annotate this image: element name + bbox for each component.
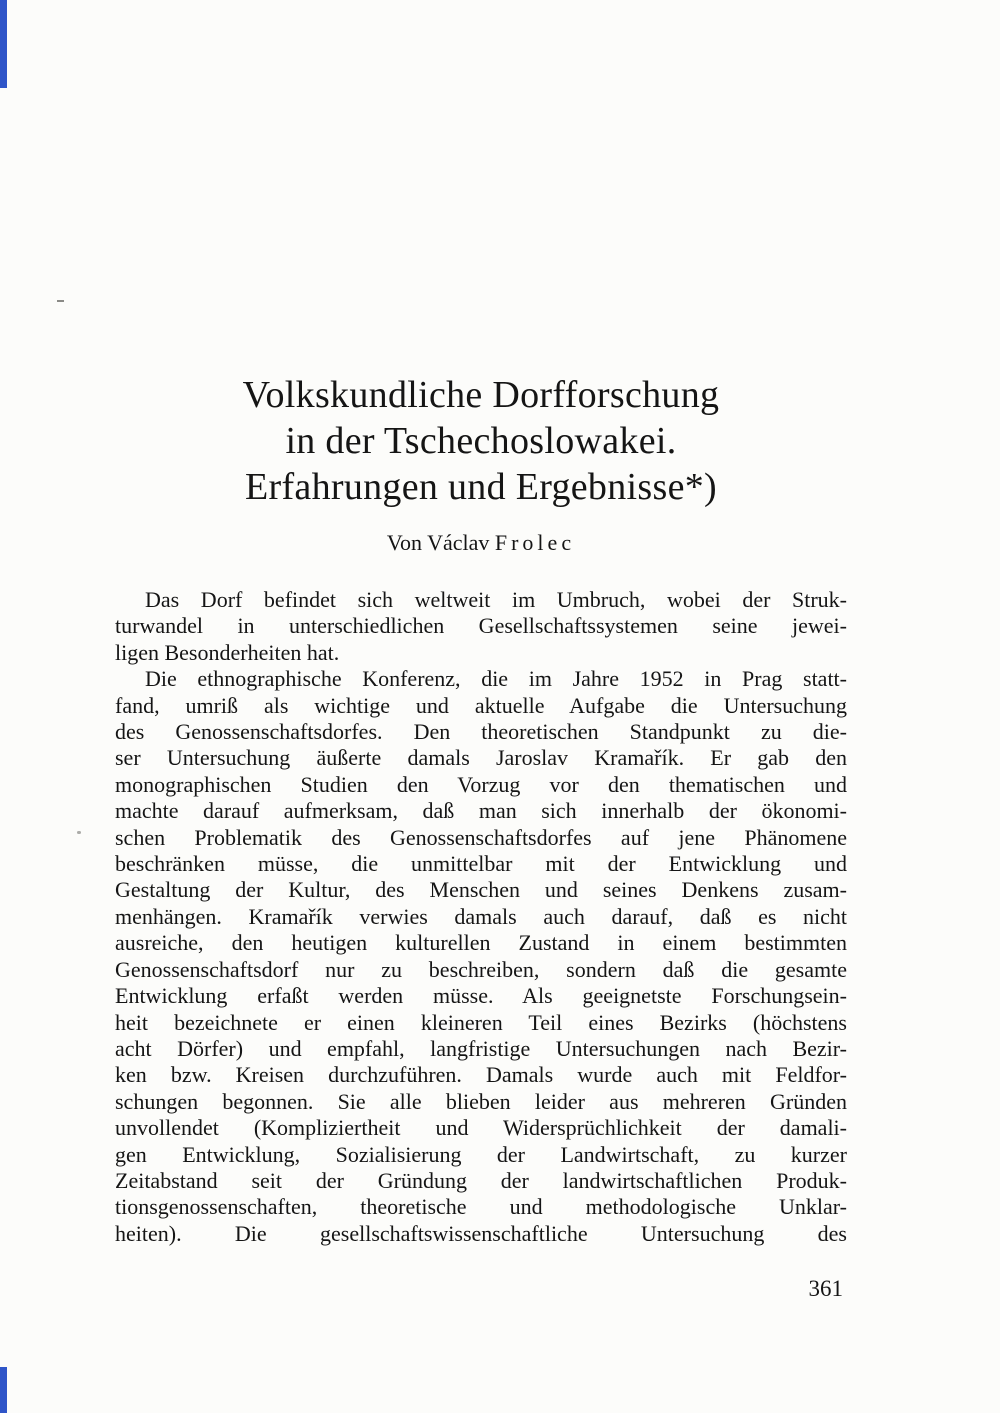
text-line: des Genossenschaftsdorfes. Den theoretischen Standpunkt zu die-	[115, 719, 847, 745]
scan-speck	[77, 831, 81, 834]
text-line: ser Untersuchung äußerte damals Jaroslav Kramařík. Er gab den	[115, 745, 847, 771]
text-line: turwandel in unterschiedlichen Gesellschaftssystemen seine jewei-	[115, 613, 847, 639]
article-title-line: Erfahrungen und Ergebnisse*)	[244, 466, 717, 508]
text-line: monographischen Studien den Vorzug vor den thematischen und	[115, 771, 847, 797]
text-line: tionsgenossenschaften, theoretische und methodologische Unklar-	[115, 1194, 847, 1220]
article-title-line: in der Tschechoslowakei.	[285, 420, 677, 462]
text-line: Entwicklung erfaßt werden müsse. Als geeignetste Forschungsein-	[115, 983, 847, 1009]
text-line: Gestaltung der Kultur, des Menschen und seines Denkens zusam-	[115, 877, 847, 903]
text-line: Zeitabstand seit der Gründung der landwirtschaftlichen Produk-	[115, 1167, 847, 1193]
scan-edge-artifact-top	[0, 0, 7, 88]
page-column	[115, 0, 847, 1247]
text-line: beschränken müsse, die unmittelbar mit der Entwicklung und	[115, 851, 847, 877]
text-line: machte darauf aufmerksam, daß man sich innerhalb der ökonomi-	[115, 798, 847, 824]
article-title	[115, 372, 847, 510]
text-line: gen Entwicklung, Sozialisierung der Landwirtschaft, zu kurzer	[115, 1141, 847, 1167]
text-line: menhängen. Kramařík verwies damals auch darauf, daß es nicht	[115, 903, 847, 929]
scan-speck	[57, 300, 64, 302]
text-line: heiten). Die gesellschaftswissenschaftliche Untersuchung des	[115, 1220, 847, 1246]
text-line: Die ethnographische Konferenz, die im Jahre 1952 in Prag statt-	[145, 666, 847, 692]
text-line: ligen Besonderheiten hat.	[115, 639, 340, 665]
page-number: 361	[808, 1276, 843, 1301]
byline	[115, 530, 847, 556]
article-title-line: Volkskundliche Dorfforschung	[242, 374, 720, 416]
text-line: unvollendet (Kompliziertheit und Widersprüchlichkeit der damali-	[115, 1115, 847, 1141]
text-line: ken bzw. Kreisen durchzuführen. Damals wurde auch mit Feldfor-	[115, 1062, 847, 1088]
text-line: ausreiche, den heutigen kulturellen Zustand in einem bestimmten	[115, 930, 847, 956]
text-line: Genossenschaftsdorf nur zu beschreiben, sondern daß die gesamte	[115, 956, 847, 982]
text-line: acht Dörfer) und empfahl, langfristige Untersuchungen nach Bezir-	[115, 1035, 847, 1061]
text-line: heit bezeichnete er einen kleineren Teil eines Bezirks (höchstens	[115, 1009, 847, 1035]
text-line: schen Problematik des Genossenschaftsdorfes auf jene Phänomene	[115, 824, 847, 850]
text-line: fand, umriß als wichtige und aktuelle Aufgabe die Untersuchung	[115, 692, 847, 718]
scan-edge-artifact-bottom	[0, 1367, 7, 1413]
author-name: Frolec	[494, 530, 576, 555]
text-line: schungen begonnen. Sie alle blieben leider aus mehreren Gründen	[115, 1088, 847, 1114]
byline-prefix: Von Václav	[386, 530, 490, 555]
text-line: Das Dorf befindet sich weltweit im Umbruch, wobei der Struk-	[145, 587, 847, 612]
body-text	[115, 587, 847, 1247]
